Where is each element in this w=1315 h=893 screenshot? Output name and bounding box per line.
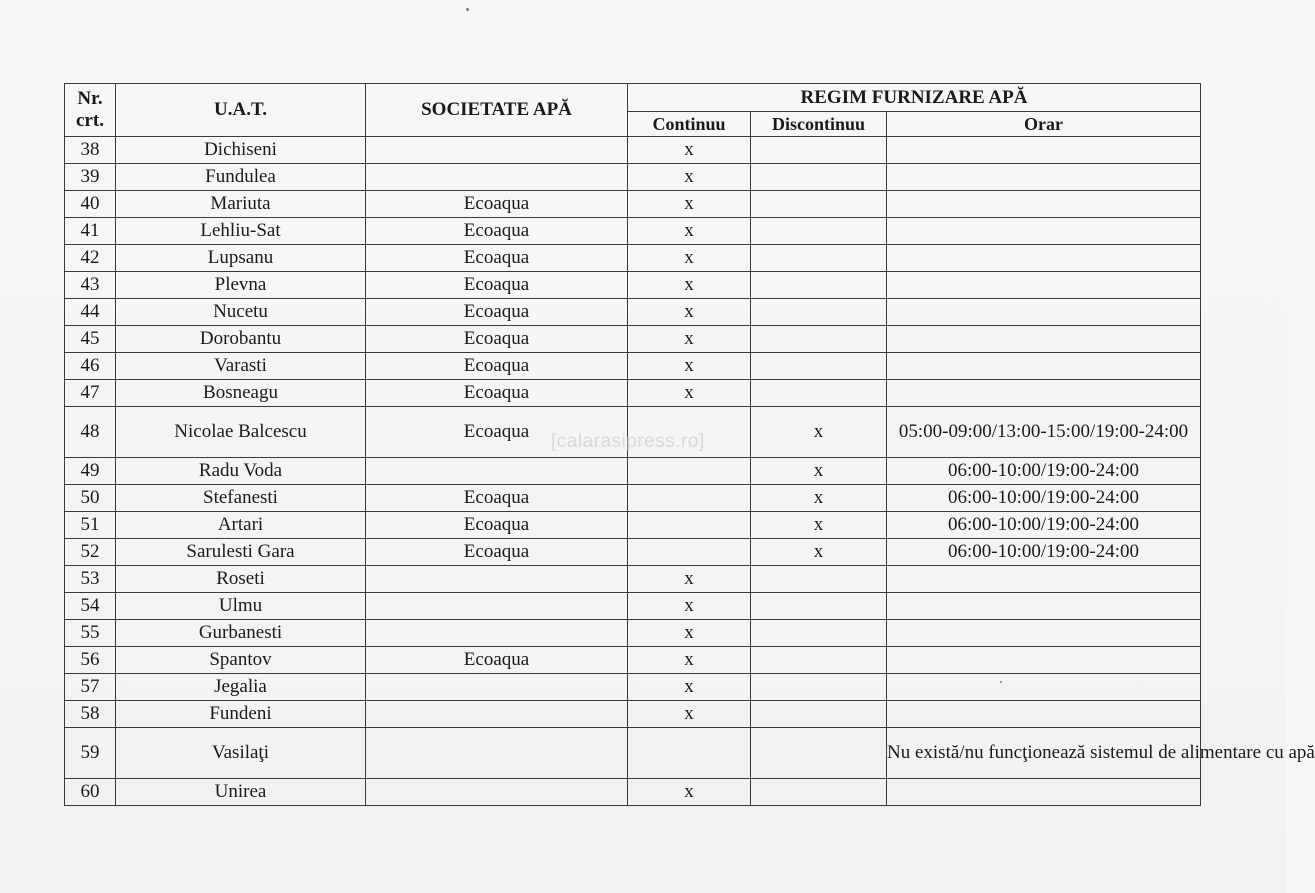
cell-societate: Ecoaqua (366, 485, 628, 512)
cell-orar (887, 299, 1201, 326)
cell-orar: Nu există/nu funcţionează sistemul de alimentare cu apă (887, 728, 1201, 779)
header-continuu: Continuu (628, 112, 751, 137)
cell-nr: 46 (65, 353, 116, 380)
table-row (65, 218, 1201, 245)
cell-discontinuu (751, 218, 887, 245)
header-nr (65, 84, 116, 137)
table-row (65, 593, 1201, 620)
watermark: [calarasipress.ro] (551, 431, 705, 452)
cell-discontinuu (751, 620, 887, 647)
cell-continuu: x (628, 380, 751, 407)
table-row (65, 566, 1201, 593)
cell-uat: Sarulesti Gara (116, 539, 366, 566)
cell-orar: 06:00-10:00/19:00-24:00 (887, 458, 1201, 485)
cell-continuu: x (628, 353, 751, 380)
cell-orar: 06:00-10:00/19:00-24:00 (887, 539, 1201, 566)
cell-continuu (628, 728, 751, 779)
cell-discontinuu (751, 593, 887, 620)
cell-continuu: x (628, 620, 751, 647)
table-row (65, 137, 1201, 164)
table-row (65, 701, 1201, 728)
cell-discontinuu (751, 701, 887, 728)
header-societate: SOCIETATE APĂ (366, 84, 628, 137)
cell-uat: Nucetu (116, 299, 366, 326)
header-nr-label: Nr. crt. (76, 88, 104, 131)
table-row (65, 458, 1201, 485)
cell-continuu (628, 512, 751, 539)
cell-uat: Plevna (116, 272, 366, 299)
cell-discontinuu: x (751, 458, 887, 485)
cell-uat: Dichiseni (116, 137, 366, 164)
cell-societate: Ecoaqua (366, 245, 628, 272)
table-row (65, 485, 1201, 512)
table-row (65, 728, 1201, 779)
cell-orar (887, 566, 1201, 593)
table-row (65, 164, 1201, 191)
cell-discontinuu (751, 779, 887, 806)
table-row (65, 326, 1201, 353)
cell-uat: Spantov (116, 647, 366, 674)
cell-nr: 45 (65, 326, 116, 353)
cell-nr: 41 (65, 218, 116, 245)
cell-discontinuu (751, 566, 887, 593)
cell-societate (366, 620, 628, 647)
table-row (65, 191, 1201, 218)
cell-uat: Stefanesti (116, 485, 366, 512)
cell-orar (887, 245, 1201, 272)
table-row (65, 512, 1201, 539)
cell-nr: 51 (65, 512, 116, 539)
cell-orar (887, 593, 1201, 620)
cell-societate: Ecoaqua (366, 539, 628, 566)
table-row (65, 380, 1201, 407)
cell-continuu (628, 539, 751, 566)
cell-nr: 58 (65, 701, 116, 728)
table-body (65, 137, 1315, 806)
cell-uat: Lehliu-Sat (116, 218, 366, 245)
cell-nr: 59 (65, 728, 116, 779)
cell-continuu: x (628, 326, 751, 353)
cell-discontinuu (751, 647, 887, 674)
cell-uat: Jegalia (116, 674, 366, 701)
cell-continuu: x (628, 593, 751, 620)
cell-discontinuu (751, 272, 887, 299)
cell-societate (366, 728, 628, 779)
cell-discontinuu (751, 245, 887, 272)
cell-uat: Varasti (116, 353, 366, 380)
table-row (65, 674, 1201, 701)
cell-continuu: x (628, 218, 751, 245)
cell-continuu: x (628, 164, 751, 191)
cell-nr: 53 (65, 566, 116, 593)
cell-societate (366, 701, 628, 728)
cell-orar (887, 353, 1201, 380)
cell-uat: Unirea (116, 779, 366, 806)
cell-nr: 50 (65, 485, 116, 512)
cell-societate (366, 164, 628, 191)
cell-uat: Mariuta (116, 191, 366, 218)
cell-nr: 40 (65, 191, 116, 218)
cell-discontinuu: x (751, 539, 887, 566)
cell-uat: Vasilaţi (116, 728, 366, 779)
cell-orar: 06:00-10:00/19:00-24:00 (887, 485, 1201, 512)
cell-orar (887, 779, 1201, 806)
cell-societate: Ecoaqua (366, 353, 628, 380)
cell-societate (366, 674, 628, 701)
cell-continuu: x (628, 566, 751, 593)
cell-societate (366, 566, 628, 593)
cell-continuu: x (628, 245, 751, 272)
header-uat: U.A.T. (116, 84, 366, 137)
cell-uat: Bosneagu (116, 380, 366, 407)
cell-uat: Fundulea (116, 164, 366, 191)
table-row (65, 353, 1201, 380)
cell-discontinuu (751, 137, 887, 164)
cell-societate: Ecoaqua (366, 191, 628, 218)
header-discontinuu: Discontinuu (751, 112, 887, 137)
cell-continuu: x (628, 299, 751, 326)
cell-discontinuu (751, 353, 887, 380)
cell-uat: Roseti (116, 566, 366, 593)
cell-orar (887, 701, 1201, 728)
cell-continuu: x (628, 779, 751, 806)
cell-orar (887, 137, 1201, 164)
cell-nr: 42 (65, 245, 116, 272)
cell-nr: 52 (65, 539, 116, 566)
cell-nr: 60 (65, 779, 116, 806)
cell-discontinuu: x (751, 512, 887, 539)
cell-societate: Ecoaqua (366, 512, 628, 539)
cell-nr: 44 (65, 299, 116, 326)
cell-uat: Lupsanu (116, 245, 366, 272)
cell-orar: 05:00-09:00/13:00-15:00/19:00-24:00 (887, 407, 1201, 458)
table-row (65, 647, 1201, 674)
cell-uat: Radu Voda (116, 458, 366, 485)
cell-nr: 43 (65, 272, 116, 299)
cell-discontinuu (751, 191, 887, 218)
cell-societate: Ecoaqua (366, 272, 628, 299)
cell-orar (887, 218, 1201, 245)
cell-societate: Ecoaqua (366, 326, 628, 353)
header-orar: Orar (887, 112, 1201, 137)
cell-orar (887, 620, 1201, 647)
cell-continuu: x (628, 137, 751, 164)
cell-discontinuu (751, 299, 887, 326)
cell-discontinuu: x (751, 485, 887, 512)
cell-discontinuu (751, 380, 887, 407)
cell-discontinuu: x (751, 407, 887, 458)
cell-societate: Ecoaqua (366, 299, 628, 326)
cell-continuu: x (628, 191, 751, 218)
cell-societate: Ecoaqua (366, 647, 628, 674)
header-regim: REGIM FURNIZARE APĂ (628, 84, 1201, 112)
cell-uat: Fundeni (116, 701, 366, 728)
cell-discontinuu (751, 674, 887, 701)
cell-nr: 48 (65, 407, 116, 458)
cell-nr: 55 (65, 620, 116, 647)
cell-continuu (628, 485, 751, 512)
paper-speck (466, 8, 469, 11)
cell-uat: Dorobantu (116, 326, 366, 353)
cell-orar (887, 326, 1201, 353)
cell-societate: Ecoaqua (366, 218, 628, 245)
cell-continuu: x (628, 272, 751, 299)
cell-nr: 56 (65, 647, 116, 674)
cell-orar (887, 191, 1201, 218)
cell-orar (887, 647, 1201, 674)
table-row (65, 245, 1201, 272)
cell-orar: 06:00-10:00/19:00-24:00 (887, 512, 1201, 539)
cell-nr: 49 (65, 458, 116, 485)
table-row (65, 620, 1201, 647)
table-row (65, 299, 1201, 326)
cell-societate (366, 458, 628, 485)
cell-continuu: x (628, 674, 751, 701)
cell-discontinuu (751, 326, 887, 353)
table-row (65, 779, 1201, 806)
cell-societate (366, 779, 628, 806)
cell-nr: 47 (65, 380, 116, 407)
cell-continuu: x (628, 701, 751, 728)
cell-orar (887, 164, 1201, 191)
cell-continuu: x (628, 647, 751, 674)
cell-uat: Artari (116, 512, 366, 539)
cell-discontinuu (751, 728, 887, 779)
cell-uat: Gurbanesti (116, 620, 366, 647)
cell-societate (366, 137, 628, 164)
cell-nr: 39 (65, 164, 116, 191)
cell-discontinuu (751, 164, 887, 191)
cell-orar (887, 272, 1201, 299)
cell-societate (366, 593, 628, 620)
cell-uat: Ulmu (116, 593, 366, 620)
cell-uat: Nicolae Balcescu (116, 407, 366, 458)
cell-nr: 54 (65, 593, 116, 620)
cell-nr: 38 (65, 137, 116, 164)
cell-societate: Ecoaqua (366, 380, 628, 407)
cell-orar (887, 674, 1201, 701)
cell-nr: 57 (65, 674, 116, 701)
table-row (65, 272, 1201, 299)
cell-continuu (628, 458, 751, 485)
cell-orar (887, 380, 1201, 407)
table-row (65, 539, 1201, 566)
cell-societate: Ecoaqua (366, 407, 628, 458)
